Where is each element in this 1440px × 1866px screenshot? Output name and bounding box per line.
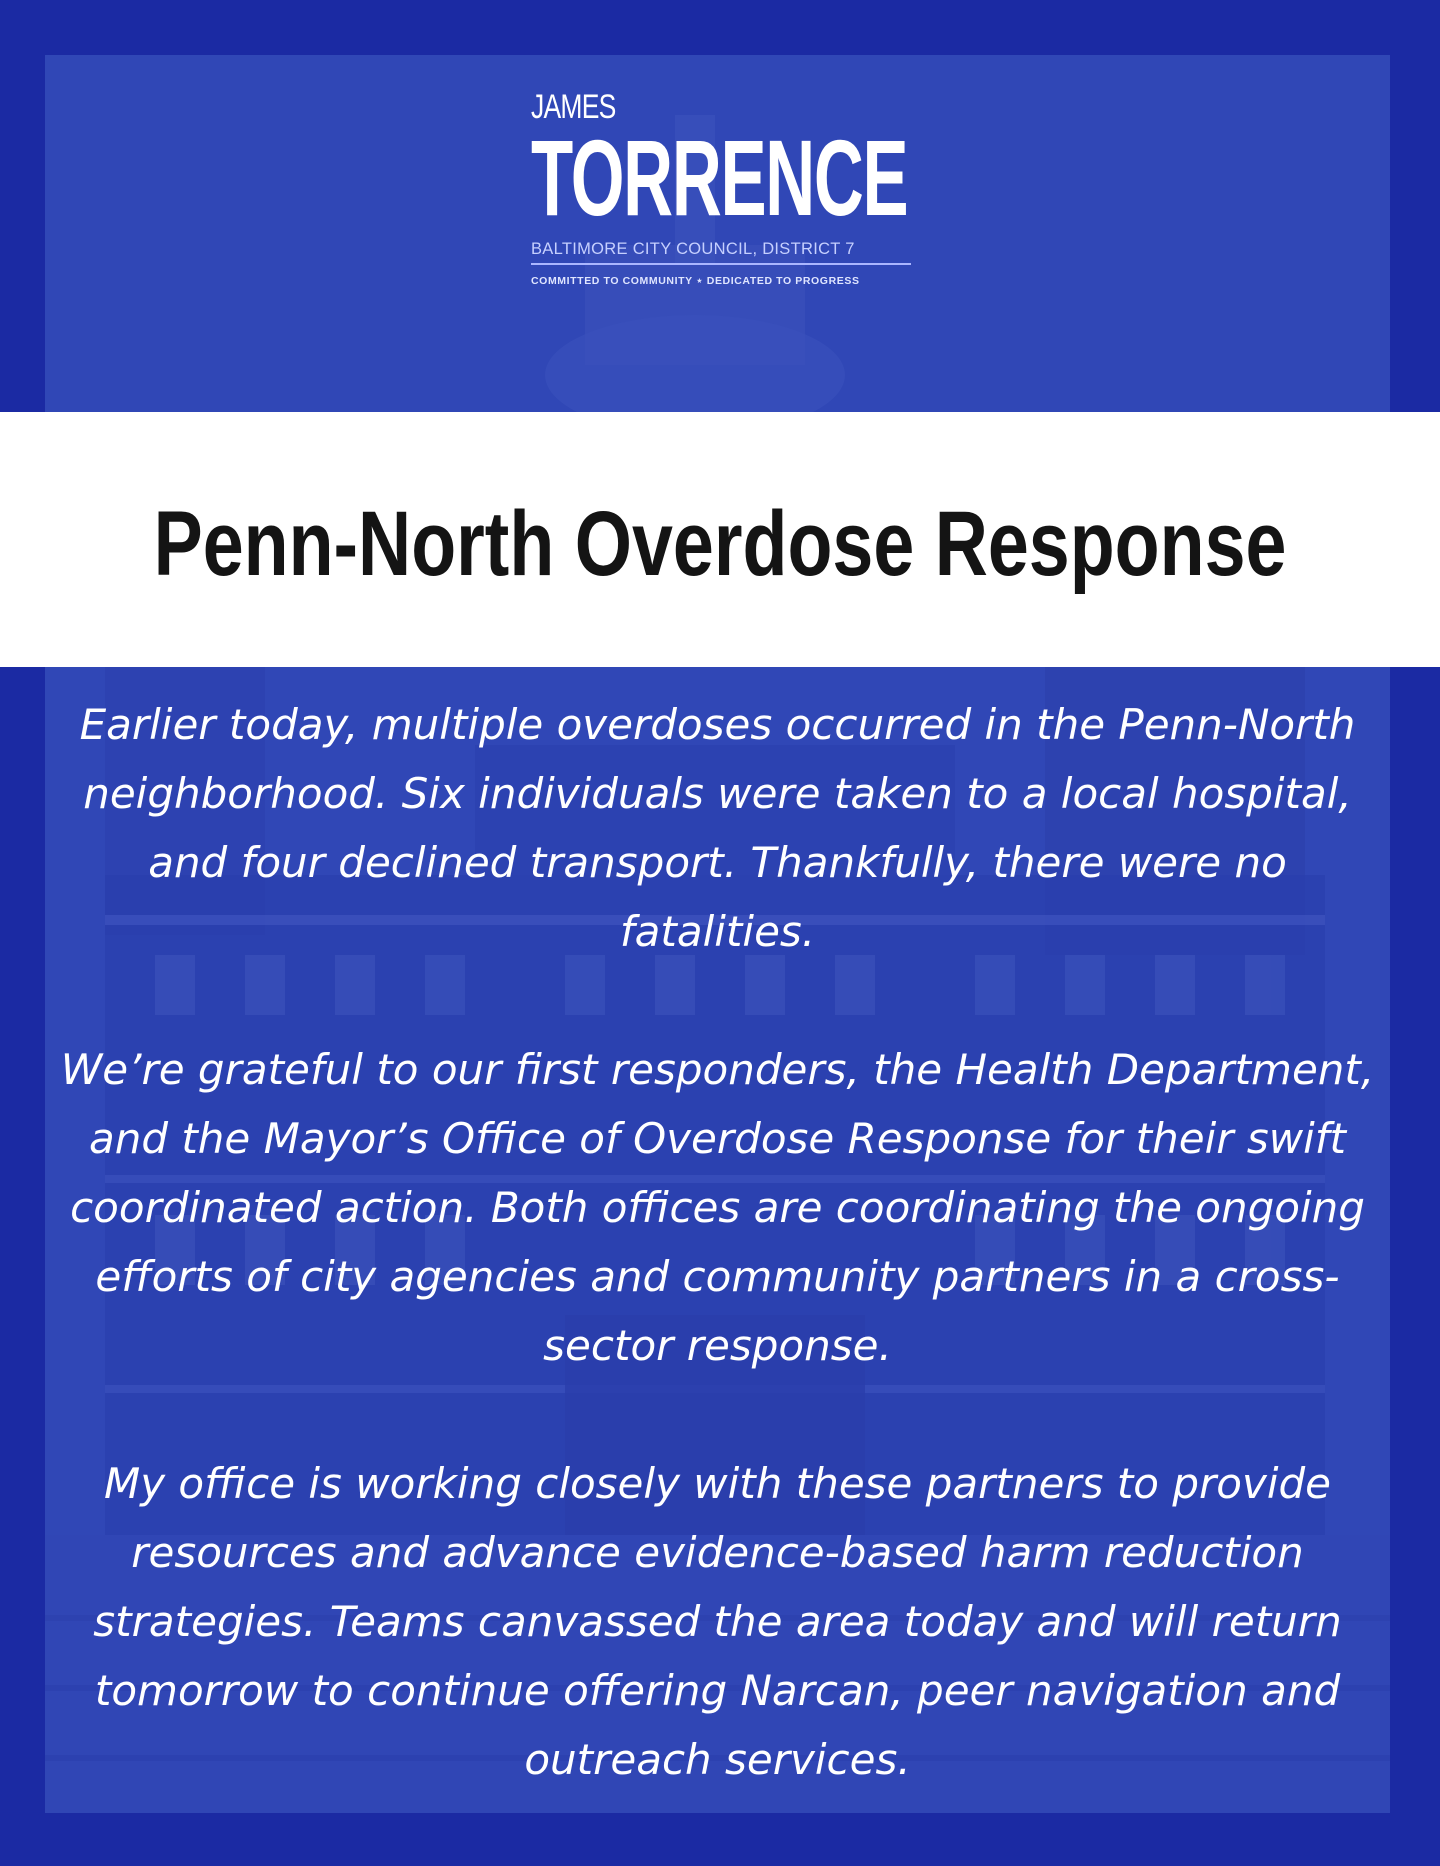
campaign-logo [531, 88, 911, 287]
logo-office: BALTIMORE CITY COUNCIL, DISTRICT 7 [531, 240, 855, 258]
page-title: Penn-North Overdose Response [153, 493, 1287, 595]
statement-body [45, 690, 1390, 1794]
paragraph-office-response: My office is working closely with these partners to provide resources and advance evidence-based harm reduction strategies. Teams canvassed the area today and will return tomorrow to continue offering Narcan, peer navigation and outreach services. [93, 1459, 1342, 1784]
header [0, 0, 1440, 412]
title-band [0, 412, 1440, 667]
logo-tagline: COMMITTED TO COMMUNITY ⋆ DEDICATED TO PROGRESS [531, 275, 860, 287]
logo-first-name: JAMES [531, 88, 616, 126]
paragraph-incident: Earlier today, multiple overdoses occurred in the Penn-North neighborhood. Six individuals were taken to a local hospital, and four declined transport. Thankfully, there were no fatalities. [79, 700, 1356, 956]
logo-last-name: TORRENCE [531, 117, 908, 238]
paragraph-gratitude: We’re grateful to our first responders, the Health Department, and the Mayor’s Office of Overdose Response for their swift coordinated action. Both offices are coordinating the ongoing efforts of city agencies and community partners in a cross-sector response. [60, 1045, 1375, 1370]
logo-divider [531, 263, 911, 265]
